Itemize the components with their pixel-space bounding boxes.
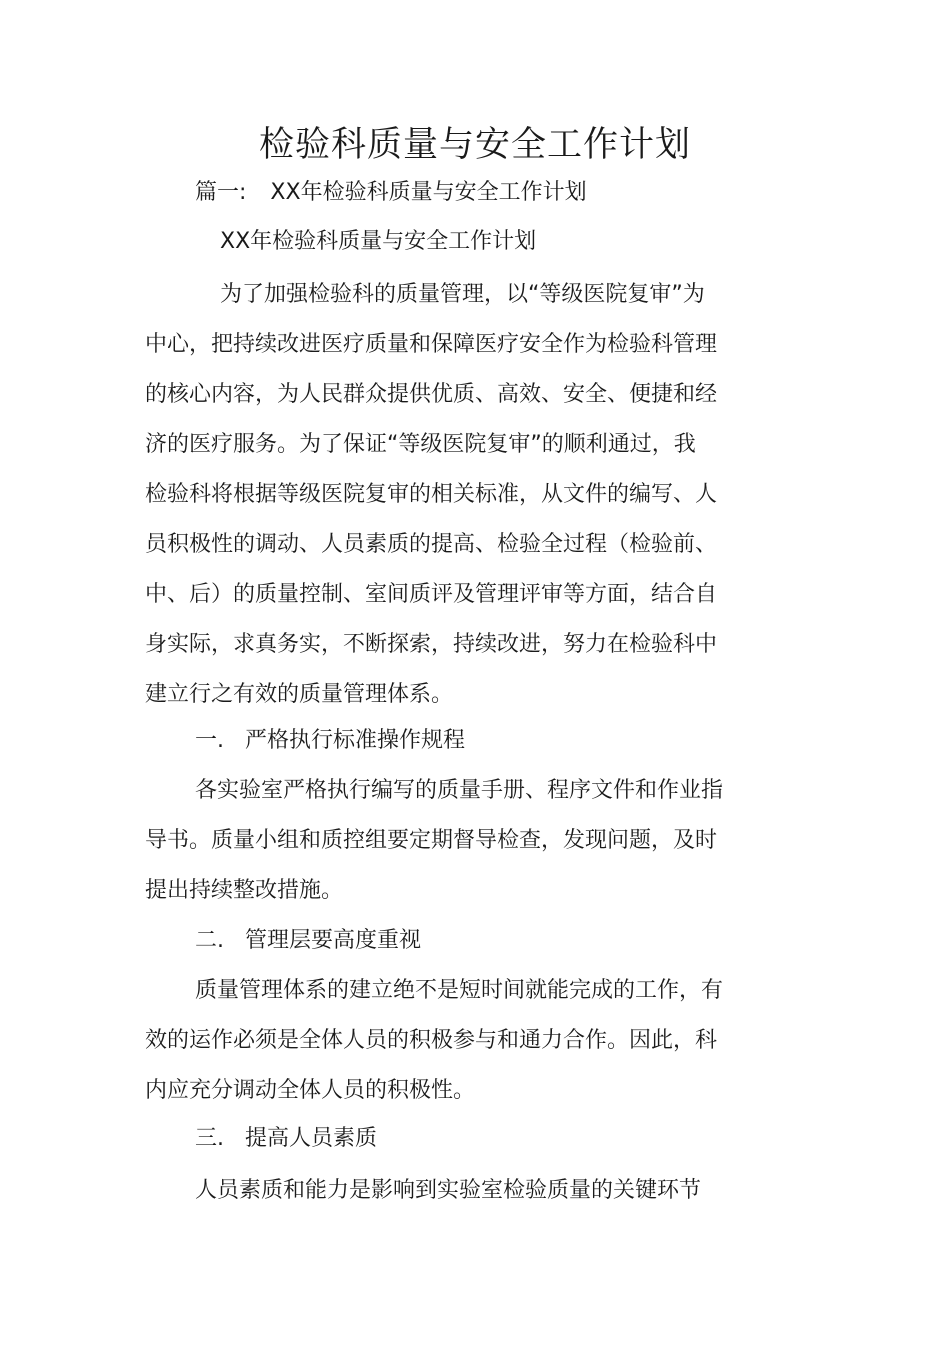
text-line: 为了加强检验科的质量管理，以“等级医院复审”为 [220, 282, 705, 307]
text-line: 员积极性的调动、人员素质的提高、检验全过程（检验前、 [145, 532, 718, 557]
section-paragraph [145, 966, 785, 1116]
subtitle-line [195, 178, 587, 208]
section-paragraph [145, 766, 785, 916]
subtitle-prefix: 篇一: [195, 180, 247, 205]
section-paragraph [145, 1166, 785, 1216]
text-line: 质量管理体系的建立绝不是短时间就能完成的工作，有 [195, 978, 724, 1003]
text-line: 人员素质和能力是影响到实验室检验质量的关键环节 [195, 1178, 702, 1203]
section-heading-text: 管理层要高度重视 [245, 928, 422, 953]
subtitle-repeat: XX年检验科质量与安全工作计划 [220, 229, 537, 254]
section-heading [195, 1124, 377, 1154]
intro-paragraph [145, 270, 785, 720]
section-heading-text: 提高人员素质 [245, 1126, 378, 1151]
text-line: 检验科将根据等级医院复审的相关标准，从文件的编写、人 [145, 482, 718, 507]
text-line: 济的医疗服务。为了保证“等级医院复审”的顺利通过，我 [145, 432, 696, 457]
document-title: 检验科质量与安全工作计划 [258, 125, 691, 165]
text-line: 导书。质量小组和质控组要定期督导检查，发现问题，及时 [145, 828, 718, 853]
section-heading [195, 726, 465, 756]
text-line: 提出持续整改措施。 [145, 878, 344, 903]
text-line: 中、后）的质量控制、室间质评及管理评审等方面，结合自 [145, 582, 718, 607]
section-number: 一. [195, 728, 224, 753]
text-line: 各实验室严格执行编写的质量手册、程序文件和作业指 [195, 778, 724, 803]
section-heading-text: 严格执行标准操作规程 [245, 728, 466, 753]
section-heading [195, 926, 421, 956]
text-line: 中心，把持续改进医疗质量和保障医疗安全作为检验科管理 [145, 332, 718, 357]
section-number: 三. [195, 1126, 224, 1151]
text-line: 建立行之有效的质量管理体系。 [145, 682, 454, 707]
text-line: 效的运作必须是全体人员的积极参与和通力合作。因此，科 [145, 1028, 718, 1053]
text-line: 内应充分调动全体人员的积极性。 [145, 1078, 476, 1103]
text-line: 身实际，求真务实，不断探索，持续改进，努力在检验科中 [145, 632, 718, 657]
text-line: 的核心内容，为人民群众提供优质、高效、安全、便捷和经 [145, 382, 718, 407]
section-number: 二. [195, 928, 224, 953]
subtitle-main: XX年检验科质量与安全工作计划 [270, 180, 587, 205]
